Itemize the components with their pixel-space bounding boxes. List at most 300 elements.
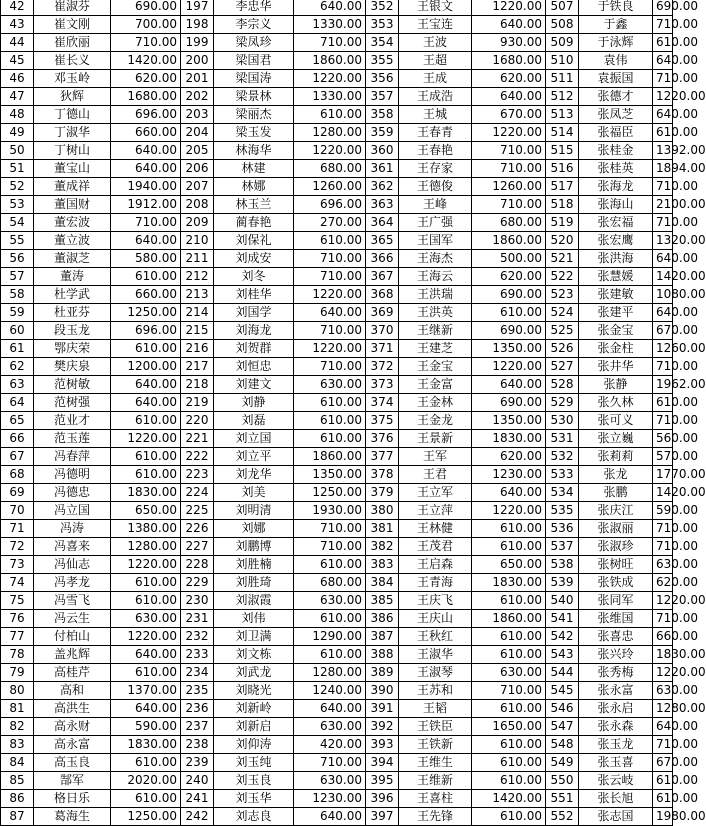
row-number-cell: 226: [181, 520, 214, 538]
name-cell: 高永富: [34, 736, 111, 754]
table-row: [1, 394, 673, 412]
row-number-cell: 519: [546, 214, 579, 232]
row-number-cell: 199: [181, 34, 214, 52]
name-cell: 刘龙华: [214, 466, 294, 484]
amount-cell: 1770.00: [653, 466, 673, 484]
row-number-cell: 359: [366, 124, 399, 142]
row-number-cell: 372: [366, 358, 399, 376]
table-row: [1, 430, 673, 448]
row-number-cell: 383: [366, 556, 399, 574]
amount-cell: 630.00: [294, 592, 366, 610]
row-number-cell: 59: [1, 304, 34, 322]
row-number-cell: 507: [546, 0, 579, 16]
row-number-cell: 220: [181, 412, 214, 430]
name-cell: 刘磊: [214, 412, 294, 430]
table-row: [1, 52, 673, 70]
amount-cell: 1650.00: [472, 718, 546, 736]
name-cell: 王立萍: [399, 502, 472, 520]
row-number-cell: 381: [366, 520, 399, 538]
amount-cell: 1860.00: [294, 52, 366, 70]
name-cell: 梁丽杰: [214, 106, 294, 124]
row-number-cell: 356: [366, 70, 399, 88]
name-cell: 刘保礼: [214, 232, 294, 250]
name-cell: 张宏福: [579, 214, 653, 232]
row-number-cell: 44: [1, 34, 34, 52]
name-cell: 刘新岭: [214, 700, 294, 718]
name-cell: 王城: [399, 106, 472, 124]
row-number-cell: 531: [546, 430, 579, 448]
amount-cell: 2100.00: [653, 196, 673, 214]
name-cell: 刘玉华: [214, 790, 294, 808]
row-number-cell: 526: [546, 340, 579, 358]
amount-cell: 500.00: [472, 250, 546, 268]
row-number-cell: 222: [181, 448, 214, 466]
row-number-cell: 550: [546, 772, 579, 790]
amount-cell: 1220.00: [653, 664, 673, 682]
name-cell: 董成祥: [34, 178, 111, 196]
amount-cell: 670.00: [653, 754, 673, 772]
name-cell: 董立波: [34, 232, 111, 250]
name-cell: 张庆江: [579, 502, 653, 520]
name-cell: 王苏和: [399, 682, 472, 700]
amount-cell: 710.00: [294, 538, 366, 556]
row-number-cell: 229: [181, 574, 214, 592]
row-number-cell: 370: [366, 322, 399, 340]
amount-cell: 710.00: [653, 214, 673, 232]
name-cell: 王铁新: [399, 736, 472, 754]
row-number-cell: 352: [366, 0, 399, 16]
row-number-cell: 533: [546, 466, 579, 484]
amount-cell: 1220.00: [294, 142, 366, 160]
name-cell: 冯立国: [34, 502, 111, 520]
table-row: [1, 772, 673, 790]
name-cell: 张志国: [579, 808, 653, 826]
amount-cell: 1220.00: [653, 88, 673, 106]
amount-cell: 620.00: [472, 70, 546, 88]
row-number-cell: 363: [366, 196, 399, 214]
row-number-cell: 200: [181, 52, 214, 70]
amount-cell: 1930.00: [294, 502, 366, 520]
name-cell: 王波: [399, 34, 472, 52]
row-number-cell: 547: [546, 718, 579, 736]
amount-cell: 630.00: [294, 376, 366, 394]
amount-cell: 610.00: [472, 808, 546, 826]
name-cell: 董涛: [34, 268, 111, 286]
name-cell: 王金宝: [399, 358, 472, 376]
amount-cell: 610.00: [111, 412, 181, 430]
name-cell: 付柏山: [34, 628, 111, 646]
name-cell: 狄辉: [34, 88, 111, 106]
name-cell: 张鹏: [579, 484, 653, 502]
name-cell: 刘晓光: [214, 682, 294, 700]
amount-cell: 610.00: [111, 754, 181, 772]
name-cell: 张金宝: [579, 322, 653, 340]
name-cell: 王广强: [399, 214, 472, 232]
row-number-cell: 57: [1, 268, 34, 286]
row-number-cell: 395: [366, 772, 399, 790]
row-number-cell: 47: [1, 88, 34, 106]
row-number-cell: 43: [1, 16, 34, 34]
row-number-cell: 87: [1, 808, 34, 826]
amount-cell: 580.00: [111, 250, 181, 268]
amount-cell: 420.00: [294, 736, 366, 754]
amount-cell: 570.00: [653, 448, 673, 466]
amount-cell: 710.00: [653, 538, 673, 556]
name-cell: 王宝连: [399, 16, 472, 34]
row-number-cell: 225: [181, 502, 214, 520]
table-row: [1, 790, 673, 808]
row-number-cell: 391: [366, 700, 399, 718]
amount-cell: 710.00: [294, 34, 366, 52]
amount-cell: 630.00: [294, 718, 366, 736]
row-number-cell: 239: [181, 754, 214, 772]
table-row: [1, 88, 673, 106]
name-cell: 张宏鹰: [579, 232, 653, 250]
amount-cell: 710.00: [472, 196, 546, 214]
row-number-cell: 55: [1, 232, 34, 250]
name-cell: 张龙: [579, 466, 653, 484]
row-number-cell: 73: [1, 556, 34, 574]
row-number-cell: 64: [1, 394, 34, 412]
name-cell: 王银文: [399, 0, 472, 16]
name-cell: 梁国涛: [214, 70, 294, 88]
table-row: [1, 304, 673, 322]
row-number-cell: 357: [366, 88, 399, 106]
name-cell: 冯德明: [34, 466, 111, 484]
amount-cell: 610.00: [111, 574, 181, 592]
amount-cell: 630.00: [653, 682, 673, 700]
name-cell: 张秀梅: [579, 664, 653, 682]
amount-cell: 710.00: [653, 520, 673, 538]
name-cell: 梁凤珍: [214, 34, 294, 52]
table-row: [1, 322, 673, 340]
table-row: [1, 556, 673, 574]
amount-cell: 610.00: [111, 592, 181, 610]
amount-cell: 640.00: [472, 16, 546, 34]
name-cell: 郜军: [34, 772, 111, 790]
row-number-cell: 207: [181, 178, 214, 196]
name-cell: 张云岐: [579, 772, 653, 790]
name-cell: 刘美: [214, 484, 294, 502]
table-row: [1, 466, 673, 484]
name-cell: 张井华: [579, 358, 653, 376]
table-row: [1, 250, 673, 268]
row-number-cell: 214: [181, 304, 214, 322]
row-number-cell: 56: [1, 250, 34, 268]
name-cell: 王景新: [399, 430, 472, 448]
name-cell: 刘仰涛: [214, 736, 294, 754]
name-cell: 王君: [399, 466, 472, 484]
name-cell: 冯喜来: [34, 538, 111, 556]
amount-cell: 1260.00: [653, 340, 673, 358]
name-cell: 葛海生: [34, 808, 111, 826]
amount-cell: 1220.00: [294, 286, 366, 304]
row-number-cell: 366: [366, 250, 399, 268]
amount-cell: 1280.00: [111, 538, 181, 556]
row-number-cell: 53: [1, 196, 34, 214]
name-cell: 王洪英: [399, 304, 472, 322]
name-cell: 张兴玲: [579, 646, 653, 664]
amount-cell: 610.00: [111, 340, 181, 358]
name-cell: 王成: [399, 70, 472, 88]
name-cell: 刘桂华: [214, 286, 294, 304]
amount-cell: 650.00: [111, 502, 181, 520]
amount-cell: 1220.00: [472, 0, 546, 16]
amount-cell: 590.00: [653, 502, 673, 520]
amount-cell: 710.00: [294, 358, 366, 376]
row-number-cell: 389: [366, 664, 399, 682]
name-cell: 张德才: [579, 88, 653, 106]
amount-cell: 670.00: [653, 322, 673, 340]
row-number-cell: 198: [181, 16, 214, 34]
row-number-cell: 48: [1, 106, 34, 124]
amount-cell: 610.00: [294, 430, 366, 448]
table-row: [1, 376, 673, 394]
amount-cell: 610.00: [653, 790, 673, 808]
name-cell: 张静: [579, 376, 653, 394]
amount-cell: 610.00: [111, 448, 181, 466]
row-number-cell: 67: [1, 448, 34, 466]
amount-cell: 700.00: [111, 16, 181, 34]
amount-cell: 1320.00: [653, 232, 673, 250]
row-number-cell: 46: [1, 70, 34, 88]
amount-cell: 1894.00: [653, 160, 673, 178]
name-cell: 林海华: [214, 142, 294, 160]
row-number-cell: 544: [546, 664, 579, 682]
amount-cell: 1220.00: [472, 502, 546, 520]
row-number-cell: 368: [366, 286, 399, 304]
row-number-cell: 376: [366, 430, 399, 448]
row-number-cell: 224: [181, 484, 214, 502]
name-cell: 王维生: [399, 754, 472, 772]
name-cell: 林玉兰: [214, 196, 294, 214]
table-row: [1, 628, 673, 646]
row-number-cell: 512: [546, 88, 579, 106]
amount-cell: 640.00: [294, 304, 366, 322]
amount-cell: 620.00: [472, 268, 546, 286]
amount-cell: 710.00: [472, 160, 546, 178]
amount-cell: 690.00: [653, 0, 673, 16]
amount-cell: 640.00: [111, 160, 181, 178]
amount-cell: 680.00: [472, 214, 546, 232]
row-number-cell: 516: [546, 160, 579, 178]
amount-cell: 610.00: [472, 700, 546, 718]
amount-cell: 1980.00: [653, 808, 673, 826]
row-number-cell: 50: [1, 142, 34, 160]
name-cell: 邓玉岭: [34, 70, 111, 88]
name-cell: 王启森: [399, 556, 472, 574]
name-cell: 王春青: [399, 124, 472, 142]
table-row: [1, 592, 673, 610]
amount-cell: 590.00: [111, 718, 181, 736]
name-cell: 刘立平: [214, 448, 294, 466]
name-cell: 冯仙志: [34, 556, 111, 574]
row-number-cell: 205: [181, 142, 214, 160]
row-number-cell: 361: [366, 160, 399, 178]
name-cell: 高和: [34, 682, 111, 700]
row-number-cell: 524: [546, 304, 579, 322]
name-cell: 张同军: [579, 592, 653, 610]
row-number-cell: 209: [181, 214, 214, 232]
amount-cell: 610.00: [294, 412, 366, 430]
row-number-cell: 388: [366, 646, 399, 664]
name-cell: 张凤芝: [579, 106, 653, 124]
row-number-cell: 552: [546, 808, 579, 826]
row-number-cell: 230: [181, 592, 214, 610]
row-number-cell: 378: [366, 466, 399, 484]
name-cell: 袁伟: [579, 52, 653, 70]
name-cell: 刘海龙: [214, 322, 294, 340]
table-row: [1, 754, 673, 772]
row-number-cell: 542: [546, 628, 579, 646]
row-number-cell: 223: [181, 466, 214, 484]
row-number-cell: 373: [366, 376, 399, 394]
amount-cell: 1912.00: [111, 196, 181, 214]
amount-cell: 640.00: [294, 808, 366, 826]
name-cell: 樊庆泉: [34, 358, 111, 376]
amount-cell: 640.00: [111, 376, 181, 394]
name-cell: 于泳辉: [579, 34, 653, 52]
amount-cell: 640.00: [653, 106, 673, 124]
amount-cell: 610.00: [294, 232, 366, 250]
row-number-cell: 527: [546, 358, 579, 376]
name-cell: 丁淑华: [34, 124, 111, 142]
row-number-cell: 238: [181, 736, 214, 754]
row-number-cell: 523: [546, 286, 579, 304]
amount-cell: 696.00: [294, 196, 366, 214]
row-number-cell: 392: [366, 718, 399, 736]
amount-cell: 710.00: [294, 250, 366, 268]
row-number-cell: 81: [1, 700, 34, 718]
name-cell: 刘静: [214, 394, 294, 412]
name-cell: 刘胜琦: [214, 574, 294, 592]
row-number-cell: 396: [366, 790, 399, 808]
row-number-cell: 360: [366, 142, 399, 160]
name-cell: 张永启: [579, 700, 653, 718]
amount-cell: 610.00: [472, 592, 546, 610]
name-cell: 王喜柱: [399, 790, 472, 808]
amount-cell: 630.00: [294, 772, 366, 790]
amount-cell: 1230.00: [294, 790, 366, 808]
amount-cell: 610.00: [294, 646, 366, 664]
row-number-cell: 71: [1, 520, 34, 538]
row-number-cell: 354: [366, 34, 399, 52]
row-number-cell: 233: [181, 646, 214, 664]
name-cell: 张维国: [579, 610, 653, 628]
amount-cell: 610.00: [472, 736, 546, 754]
row-number-cell: 210: [181, 232, 214, 250]
row-number-cell: 355: [366, 52, 399, 70]
row-number-cell: 54: [1, 214, 34, 232]
table-row: [1, 268, 673, 286]
row-number-cell: 62: [1, 358, 34, 376]
amount-cell: 690.00: [472, 394, 546, 412]
name-cell: 蔺春艳: [214, 214, 294, 232]
name-cell: 张铁成: [579, 574, 653, 592]
name-cell: 王维新: [399, 772, 472, 790]
amount-cell: 1860.00: [294, 448, 366, 466]
name-cell: 张永富: [579, 682, 653, 700]
name-cell: 刘卫满: [214, 628, 294, 646]
amount-cell: 1420.00: [653, 484, 673, 502]
name-cell: 张淑丽: [579, 520, 653, 538]
name-cell: 王庆山: [399, 610, 472, 628]
name-cell: 张永森: [579, 718, 653, 736]
amount-cell: 620.00: [111, 70, 181, 88]
row-number-cell: 242: [181, 808, 214, 826]
name-cell: 盖兆辉: [34, 646, 111, 664]
row-number-cell: 387: [366, 628, 399, 646]
amount-cell: 696.00: [111, 106, 181, 124]
row-number-cell: 535: [546, 502, 579, 520]
row-number-cell: 545: [546, 682, 579, 700]
amount-cell: 1260.00: [294, 178, 366, 196]
row-number-cell: 74: [1, 574, 34, 592]
table-row: [1, 610, 673, 628]
row-number-cell: 529: [546, 394, 579, 412]
amount-cell: 640.00: [111, 142, 181, 160]
name-cell: 董国财: [34, 196, 111, 214]
name-cell: 刘鹏博: [214, 538, 294, 556]
row-number-cell: 231: [181, 610, 214, 628]
amount-cell: 1280.00: [294, 124, 366, 142]
name-cell: 王金富: [399, 376, 472, 394]
amount-cell: 1200.00: [111, 358, 181, 376]
amount-cell: 610.00: [472, 754, 546, 772]
name-cell: 王先锋: [399, 808, 472, 826]
name-cell: 张海山: [579, 196, 653, 214]
name-cell: 王茂君: [399, 538, 472, 556]
name-cell: 李宗义: [214, 16, 294, 34]
name-cell: 丁德山: [34, 106, 111, 124]
name-cell: 李忠华: [214, 0, 294, 16]
name-cell: 高洪生: [34, 700, 111, 718]
amount-cell: 640.00: [111, 394, 181, 412]
table-row: [1, 70, 673, 88]
row-number-cell: 515: [546, 142, 579, 160]
amount-cell: 610.00: [653, 772, 673, 790]
row-number-cell: 237: [181, 718, 214, 736]
row-number-cell: 204: [181, 124, 214, 142]
name-cell: 张慧媛: [579, 268, 653, 286]
amount-cell: 610.00: [294, 394, 366, 412]
table-row: [1, 160, 673, 178]
name-cell: 王庆飞: [399, 592, 472, 610]
name-cell: 刘贺群: [214, 340, 294, 358]
row-number-cell: 384: [366, 574, 399, 592]
row-number-cell: 45: [1, 52, 34, 70]
table-row: [1, 142, 673, 160]
row-number-cell: 217: [181, 358, 214, 376]
name-cell: 王超: [399, 52, 472, 70]
row-number-cell: 51: [1, 160, 34, 178]
amount-cell: 610.00: [294, 106, 366, 124]
amount-cell: 1280.00: [653, 700, 673, 718]
amount-cell: 1240.00: [294, 682, 366, 700]
amount-cell: 610.00: [653, 124, 673, 142]
amount-cell: 1250.00: [294, 484, 366, 502]
table-row: [1, 484, 673, 502]
amount-cell: 680.00: [294, 574, 366, 592]
row-number-cell: 520: [546, 232, 579, 250]
row-number-cell: 202: [181, 88, 214, 106]
row-number-cell: 236: [181, 700, 214, 718]
row-number-cell: 213: [181, 286, 214, 304]
name-cell: 张莉莉: [579, 448, 653, 466]
amount-cell: 610.00: [472, 520, 546, 538]
amount-cell: 690.00: [111, 0, 181, 16]
amount-cell: 640.00: [294, 700, 366, 718]
